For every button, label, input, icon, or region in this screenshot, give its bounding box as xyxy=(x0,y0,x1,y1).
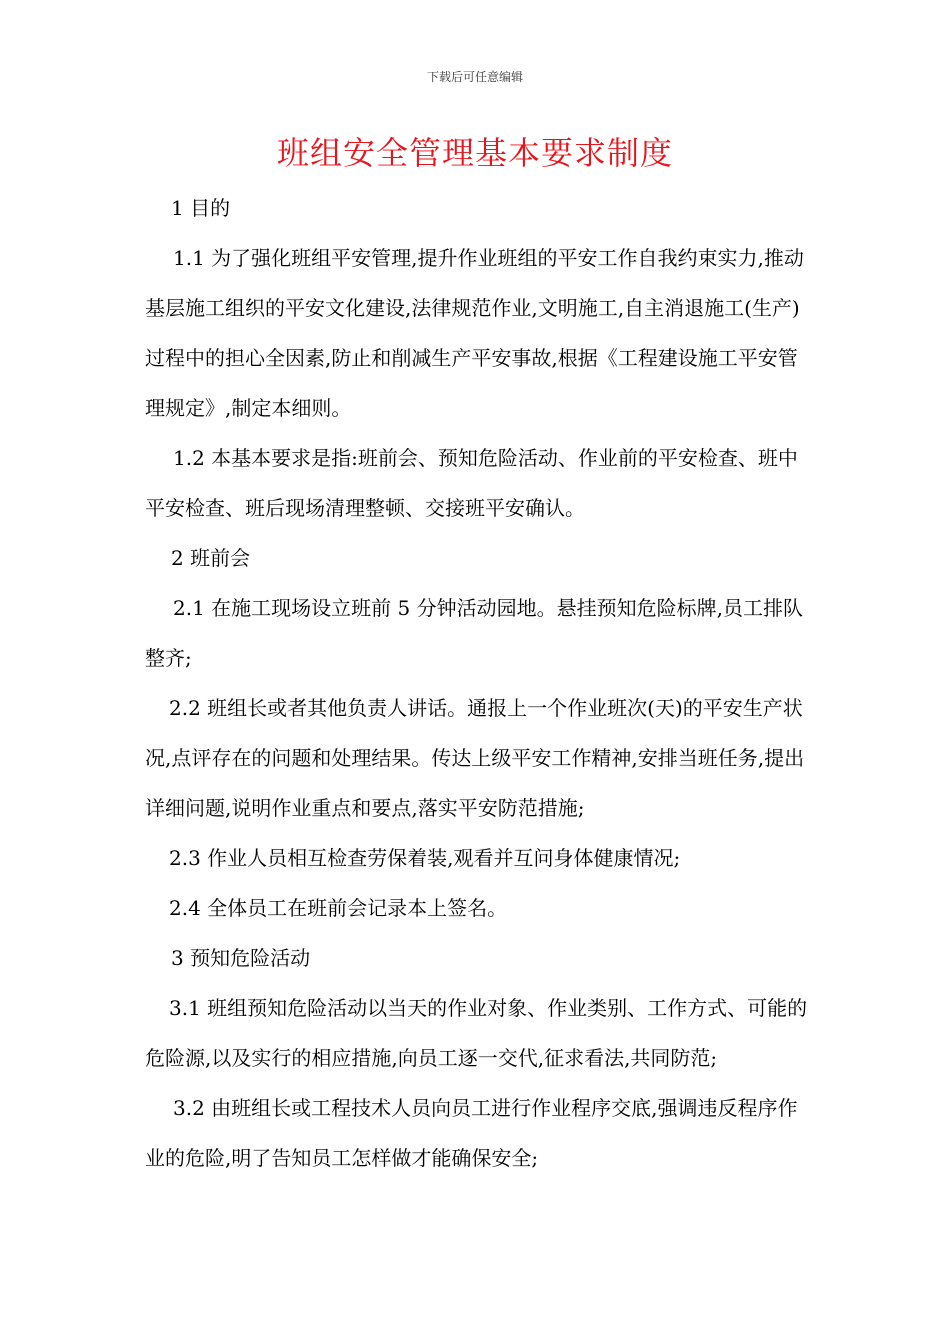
paragraph-3-1: 3.1 班组预知危险活动以当天的作业对象、作业类别、工作方式、可能的危险源,以及实行的相应措施,向员工逐一交代,征求看法,共同防范; xyxy=(145,996,808,1070)
section-heading: 3 预知危险活动 xyxy=(171,946,311,970)
section-heading: 2 班前会 xyxy=(171,546,251,570)
paragraph-3-2: 3.2 由班组长或工程技术人员向员工进行作业程序交底,强调违反程序作业的危险,明了告知员工怎样做才能确保安全; xyxy=(145,1096,798,1170)
header-note: 下载后可任意编辑 xyxy=(426,70,523,84)
paragraph-2-1: 2.1 在施工现场设立班前 5 分钟活动园地。悬挂预知危险标牌,员工排队整齐; xyxy=(145,596,803,670)
section-heading: 1 目的 xyxy=(171,196,231,220)
paragraph-1-2: 1.2 本基本要求是指:班前会、预知危险活动、作业前的平安检查、班中平安检查、班后现场清理整顿、交接班平安确认。 xyxy=(145,446,798,520)
paragraph-2-2: 2.2 班组长或者其他负责人讲话。通报上一个作业班次(天)的平安生产状况,点评存在的问题和处理结果。传达上级平安工作精神,安排当班任务,提出详细问题,说明作业重点和要点,落实平安防范措施; xyxy=(145,696,805,820)
document-title: 班组安全管理基本要求制度 xyxy=(276,134,673,172)
paragraph-1-1: 1.1 为了强化班组平安管理,提升作业班组的平安工作自我约束实力,推动基层施工组织的平安文化建设,法律规范作业,文明施工,自主消退施工(生产)过程中的担心全因素,防止和削减生产平安事故,根据《工程建设施工平安管理规定》,制定本细则。 xyxy=(145,246,804,420)
paragraph-2-3: 2.3 作业人员相互检查劳保着装,观看并互问身体健康情况; xyxy=(169,846,681,870)
document-body xyxy=(145,183,815,1183)
paragraph-2-4: 2.4 全体员工在班前会记录本上签名。 xyxy=(169,896,508,920)
